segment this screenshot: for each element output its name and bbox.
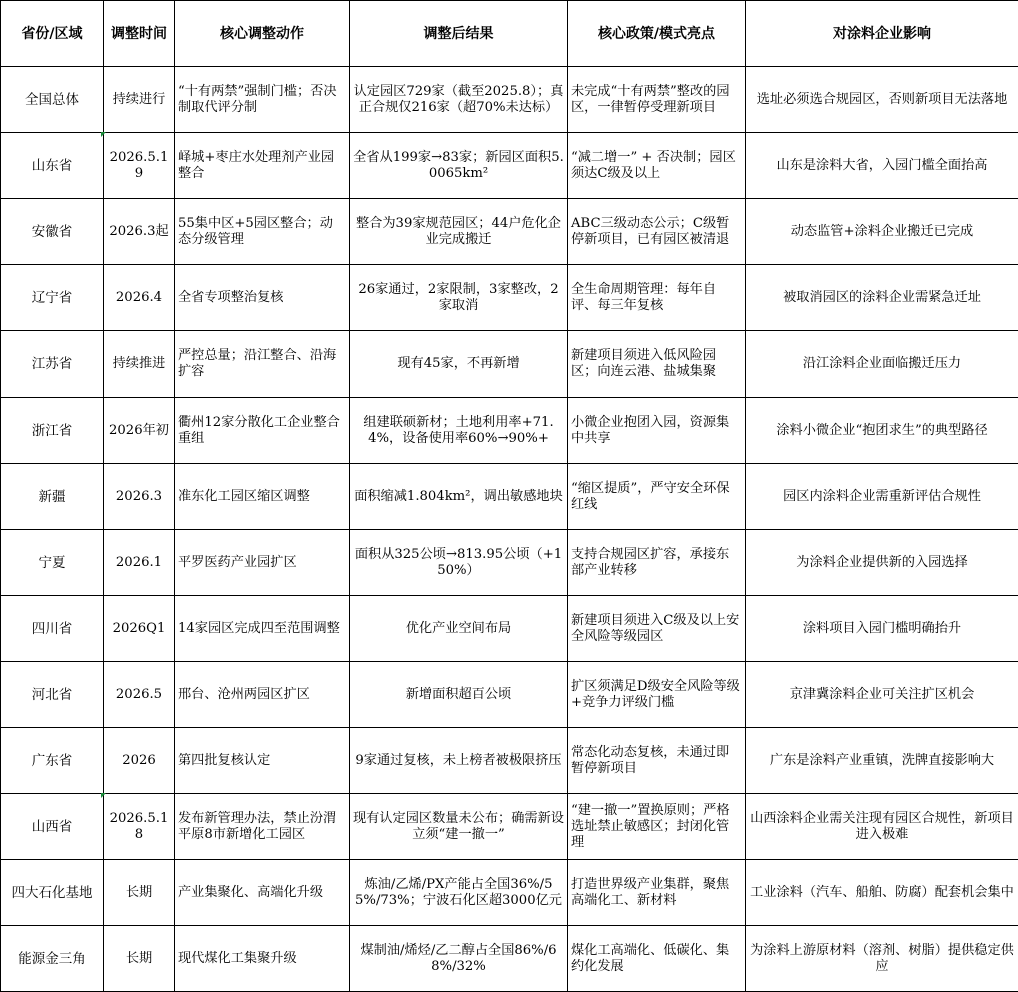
table-cell: 长期 bbox=[104, 926, 175, 992]
table-cell: 全省专项整治复核 bbox=[175, 265, 350, 331]
table-cell: 动态监管+涂料企业搬迁已完成 bbox=[746, 199, 1018, 265]
table-cell: “减二增一” + 否决制；园区须达C级及以上 bbox=[568, 133, 746, 199]
table-cell: “建一撤一”置换原则；严格选址禁止敏感区；封闭化管理 bbox=[568, 794, 746, 860]
table-cell: 新疆 bbox=[1, 464, 104, 530]
header-action: 核心调整动作 bbox=[175, 1, 350, 67]
table-cell: 衢州12家分散化工企业整合重组 bbox=[175, 398, 350, 464]
table-cell: 持续进行 bbox=[104, 67, 175, 133]
table-cell: 面积从325公顷→813.95公顷（+150%） bbox=[350, 530, 568, 596]
table-cell: 浙江省 bbox=[1, 398, 104, 464]
table-cell: 煤制油/烯烃/乙二醇占全国86%/68%/32% bbox=[350, 926, 568, 992]
table-cell: 2026.5 bbox=[104, 662, 175, 728]
table-cell: 第四批复核认定 bbox=[175, 728, 350, 794]
table-cell: 广东省 bbox=[1, 728, 104, 794]
table-cell: 2026Q1 bbox=[104, 596, 175, 662]
table-cell: 园区内涂料企业需重新评估合规性 bbox=[746, 464, 1018, 530]
table-cell: 准东化工园区缩区调整 bbox=[175, 464, 350, 530]
table-row bbox=[1, 728, 1018, 794]
table-cell: 全生命周期管理：每年自评、每三年复核 bbox=[568, 265, 746, 331]
table-cell: 广东是涂料产业重镇，洗牌直接影响大 bbox=[746, 728, 1018, 794]
table-cell: 优化产业空间布局 bbox=[350, 596, 568, 662]
table-cell: 55集中区+5园区整合；动态分级管理 bbox=[175, 199, 350, 265]
table-cell: 山东是涂料大省，入园门槛全面抬高 bbox=[746, 133, 1018, 199]
table-row bbox=[1, 530, 1018, 596]
table-row bbox=[1, 331, 1018, 398]
table-cell: 2026.1 bbox=[104, 530, 175, 596]
table-cell: 工业涂料（汽车、船舶、防腐）配套机会集中 bbox=[746, 860, 1018, 926]
table-row bbox=[1, 398, 1018, 464]
table-cell: 新建项目须进入C级及以上安全风险等级园区 bbox=[568, 596, 746, 662]
table-cell: 山东省 bbox=[1, 133, 104, 199]
table-cell: 新增面积超百公顷 bbox=[350, 662, 568, 728]
table-cell: 为涂料上游原材料（溶剂、树脂）提供稳定供应 bbox=[746, 926, 1018, 992]
table-cell: 长期 bbox=[104, 860, 175, 926]
table-cell: 能源金三角 bbox=[1, 926, 104, 992]
table-cell: 现有认定园区数量未公布；确需新设立须“建一撤一” bbox=[350, 794, 568, 860]
table-cell: 四大石化基地 bbox=[1, 860, 104, 926]
table-cell: 为涂料企业提供新的入园选择 bbox=[746, 530, 1018, 596]
table-cell: 四川省 bbox=[1, 596, 104, 662]
table-row bbox=[1, 265, 1018, 331]
table-row bbox=[1, 133, 1018, 199]
table-cell: 面积缩减1.804km²，调出敏感地块 bbox=[350, 464, 568, 530]
table-cell: 2026.3 bbox=[104, 464, 175, 530]
table-cell: 新建项目须进入低风险园区；向连云港、盐城集聚 bbox=[568, 331, 746, 398]
table-cell: “缩区提质”，严守安全环保红线 bbox=[568, 464, 746, 530]
table-cell: 选址必须选合规园区，否则新项目无法落地 bbox=[746, 67, 1018, 133]
header-time: 调整时间 bbox=[104, 1, 175, 67]
table-cell: 产业集聚化、高端化升级 bbox=[175, 860, 350, 926]
table-cell: 小微企业抱团入园，资源集中共享 bbox=[568, 398, 746, 464]
table-cell: 2026.5.18 bbox=[104, 794, 175, 860]
table-cell: 2026年初 bbox=[104, 398, 175, 464]
table-cell: 涂料项目入园门槛明确抬升 bbox=[746, 596, 1018, 662]
table-row bbox=[1, 794, 1018, 860]
table-cell: 发布新管理办法，禁止汾渭平原8市新增化工园区 bbox=[175, 794, 350, 860]
table-cell: 宁夏 bbox=[1, 530, 104, 596]
table-cell: 京津冀涂料企业可关注扩区机会 bbox=[746, 662, 1018, 728]
table-row bbox=[1, 596, 1018, 662]
table-cell: 峄城+枣庄水处理剂产业园整合 bbox=[175, 133, 350, 199]
table-cell: 严控总量；沿江整合、沿海扩容 bbox=[175, 331, 350, 398]
header-result: 调整后结果 bbox=[350, 1, 568, 67]
table-cell: 整合为39家规范园区；44户危化企业完成搬迁 bbox=[350, 199, 568, 265]
table-cell: 河北省 bbox=[1, 662, 104, 728]
table-cell: 沿江涂料企业面临搬迁压力 bbox=[746, 331, 1018, 398]
table-cell: 安徽省 bbox=[1, 199, 104, 265]
table-cell: 涂料小微企业“抱团求生”的典型路径 bbox=[746, 398, 1018, 464]
table-cell: 炼油/乙烯/PX产能占全国36%/55%/73%；宁波石化区超3000亿元 bbox=[350, 860, 568, 926]
table-cell: 常态化动态复核，未通过即暂停新项目 bbox=[568, 728, 746, 794]
table-cell: 江苏省 bbox=[1, 331, 104, 398]
table-cell: 打造世界级产业集群，聚焦高端化工、新材料 bbox=[568, 860, 746, 926]
header-region: 省份/区域 bbox=[1, 1, 104, 67]
table-cell: 扩区须满足D级安全风险等级+竞争力评级门槛 bbox=[568, 662, 746, 728]
table-cell: 全国总体 bbox=[1, 67, 104, 133]
cell-comment-marker bbox=[101, 132, 106, 137]
table-cell: 9家通过复核，未上榜者被极限挤压 bbox=[350, 728, 568, 794]
table-cell: 组建联硕新材；土地利用率+71.4%，设备使用率60%→90%+ bbox=[350, 398, 568, 464]
table-cell: 山西省 bbox=[1, 794, 104, 860]
cell-comment-marker bbox=[101, 793, 106, 798]
table-cell: “十有两禁”强制门槛；否决制取代评分制 bbox=[175, 67, 350, 133]
table-cell: 持续推进 bbox=[104, 331, 175, 398]
table-cell: 辽宁省 bbox=[1, 265, 104, 331]
table-row bbox=[1, 199, 1018, 265]
table-cell: 全省从199家→83家；新园区面积5.0065km² bbox=[350, 133, 568, 199]
table-cell: 2026.3起 bbox=[104, 199, 175, 265]
table-cell: 支持合规园区扩容，承接东部产业转移 bbox=[568, 530, 746, 596]
table-cell: 现代煤化工集聚升级 bbox=[175, 926, 350, 992]
table-cell: 山西涂料企业需关注现有园区合规性，新项目进入极难 bbox=[746, 794, 1018, 860]
table-cell: 14家园区完成四至范围调整 bbox=[175, 596, 350, 662]
header-policy: 核心政策/模式亮点 bbox=[568, 1, 746, 67]
table-row bbox=[1, 67, 1018, 133]
header-impact: 对涂料企业影响 bbox=[746, 1, 1018, 67]
table-cell: 26家通过，2家限制，3家整改，2家取消 bbox=[350, 265, 568, 331]
header-row bbox=[1, 1, 1018, 67]
table-cell: 2026.5.19 bbox=[104, 133, 175, 199]
table-cell: 邢台、沧州两园区扩区 bbox=[175, 662, 350, 728]
table-cell: 2026.4 bbox=[104, 265, 175, 331]
table-row bbox=[1, 860, 1018, 926]
table-cell: 被取消园区的涂料企业需紧急迁址 bbox=[746, 265, 1018, 331]
table-cell: 现有45家，不再新增 bbox=[350, 331, 568, 398]
table-row bbox=[1, 926, 1018, 992]
table-cell: 平罗医药产业园扩区 bbox=[175, 530, 350, 596]
table-cell: 2026 bbox=[104, 728, 175, 794]
table-cell: ABC三级动态公示；C级暂停新项目，已有园区被清退 bbox=[568, 199, 746, 265]
table-cell: 认定园区729家（截至2025.8）；真正合规仅216家（超70%未达标） bbox=[350, 67, 568, 133]
table-cell: 未完成“十有两禁”整改的园区，一律暂停受理新项目 bbox=[568, 67, 746, 133]
table-row bbox=[1, 464, 1018, 530]
table-row bbox=[1, 662, 1018, 728]
table-cell: 煤化工高端化、低碳化、集约化发展 bbox=[568, 926, 746, 992]
